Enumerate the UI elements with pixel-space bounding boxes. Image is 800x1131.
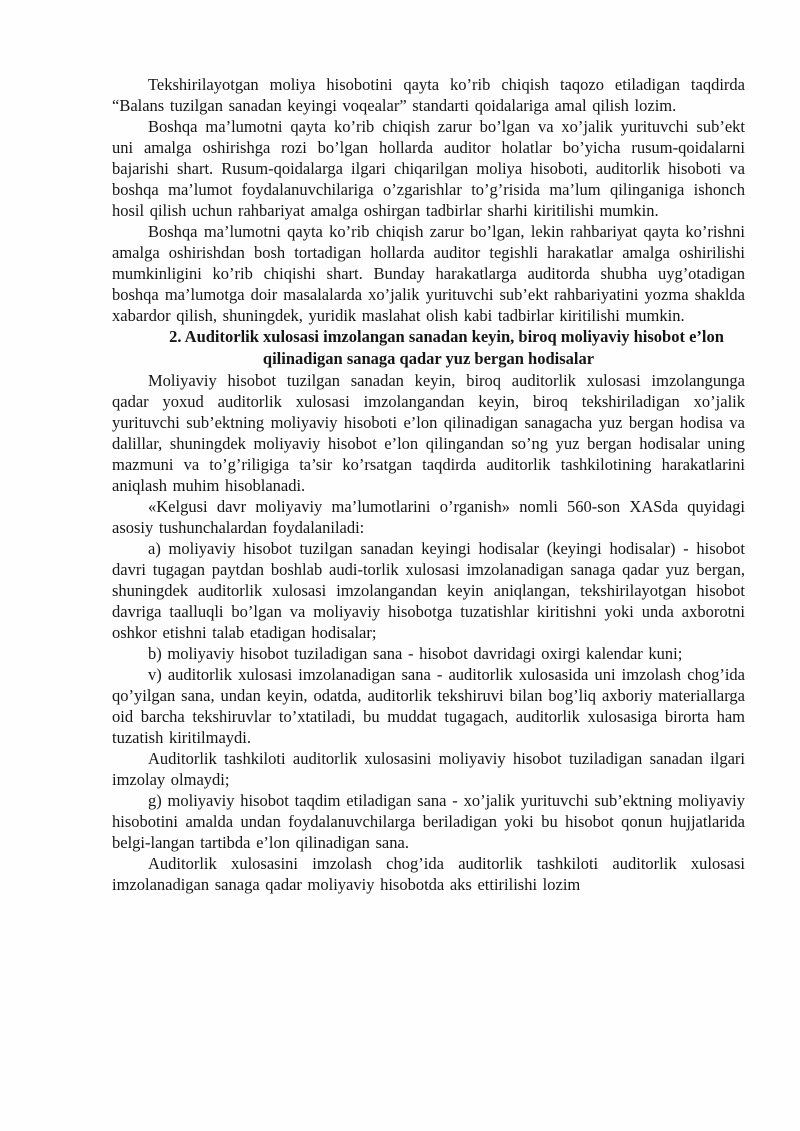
document-text xyxy=(112,74,745,895)
paragraph: Tekshirilayotgan moliya hisobotini qayta ko’rib chiqish taqozo etiladigan taqdirda “Balans tuzilgan sanadan keyingi voqealar” standarti qoidalariga amal qilish lozim. xyxy=(112,75,745,115)
paragraph: b) moliyaviy hisobot tuziladigan sana - hisobot davridagi oxirgi kalendar kuni; xyxy=(148,644,683,663)
paragraph: Boshqa ma’lumotni qayta ko’rib chiqish zarur bo’lgan va xo’jalik yurituvchi sub’ekt uni amalga oshirishga rozi bo’lgan hollarda auditor holatlar bo’yicha rusum-qoidalarni bajarishi shart. Rusum-qoidalarga ilgari chiqarilgan moliya hisoboti, auditorlik hisoboti va boshqa ma’lumot foydalanuvchilariga o’zgarishlar to’g’risida ma’lum qilinganiga ishonch hosil qilish uchun rahbariyat amalga oshirgan tadbirlar sharhi kiritilishi mumkin. xyxy=(112,117,745,220)
paragraph: a) moliyaviy hisobot tuzilgan sanadan keyingi hodisalar (keyingi hodisalar) - hisobot davri tugagan paytdan boshlab audi-torlik xulosasi imzolanadigan sanaga qadar yuz bergan, shuningdek auditorlik xulosasi imzolangandan keyin aniqlangan, tekshirilayotgan hisobot davriga taalluqli bo’lgan va moliyaviy hisobotga tuzatishlar kiritishni yoki unda axborotni oshkor etishni talab etadigan hodisalar; xyxy=(112,539,745,642)
paragraph: g) moliyaviy hisobot taqdim etiladigan sana - xo’jalik yurituvchi sub’ektning moliyaviy hisobotini amalda undan foydalanuvchilarga beriladigan yoki bu hisobot qonun hujjatlarida belgi-langan tartibda e’lon qilinadigan sana. xyxy=(112,791,745,852)
section-heading: 2. Auditorlik xulosasi imzolangan sanadan keyin, biroq moliyaviy hisobot e’lon qilinadigan sanaga qadar yuz bergan hodisalar xyxy=(169,327,724,368)
paragraph: v) auditorlik xulosasi imzolanadigan sana - auditorlik xulosasida uni imzolash chog’ida qo’yilgan sana, undan keyin, odatda, auditorlik tekshiruvi bilan bog’liq axboriy materiallarga oid barcha tekshiruvlar to’xtatiladi, bu muddat tugagach, auditorlik xulosasiga birorta ham tuzatish kiritilmaydi. xyxy=(112,665,745,747)
paragraph: «Kelgusi davr moliyaviy ma’lumotlarini o’rganish» nomli 560-son XASda quyidagi asosiy tushunchalardan foydalaniladi: xyxy=(112,497,745,537)
paragraph: Auditorlik tashkiloti auditorlik xulosasini moliyaviy hisobot tuziladigan sanadan ilgari imzolay olmaydi; xyxy=(112,749,745,789)
paragraph: Boshqa ma’lumotni qayta ko’rib chiqish zarur bo’lgan, lekin rahbariyat qayta ko’rishni amalga oshirishdan bosh tortadigan hollarda auditor tegishli harakatlar amalga oshirilishi mumkinligini ko’rib chiqishi shart. Bunday harakatlarga auditorda shubha uyg’otadigan boshqa ma’lumotga doir masalalarda xo’jalik yurituvchi sub’ekt rahbariyatini yozma shaklda xabardor qilish, shuningdek, yuridik maslahat olish kabi tadbirlar kiritilishi mumkin. xyxy=(112,222,745,325)
paragraph: Auditorlik xulosasini imzolash chog’ida auditorlik tashkiloti auditorlik xulosasi imzolanadigan sanaga qadar moliyaviy hisobotda aks ettirilishi lozim xyxy=(112,854,745,894)
paragraph: Moliyaviy hisobot tuzilgan sanadan keyin, biroq auditorlik xulosasi imzolangunga qadar yoxud auditorlik xulosasi imzolangandan keyin, biroq tekshiriladigan xo’jalik yurituvchi sub’ektning moliyaviy hisoboti e’lon qilinadigan sanagacha yuz bergan hodisa va dalillar, shuningdek moliyaviy hisobot e’lon qilingandan so’ng yuz bergan hodisalar uning mazmuni va to’g’riligiga ta’sir ko’rsatgan taqdirda auditorlik tashkilotining harakatlarini aniqlash muhim hisoblanadi. xyxy=(112,371,745,495)
